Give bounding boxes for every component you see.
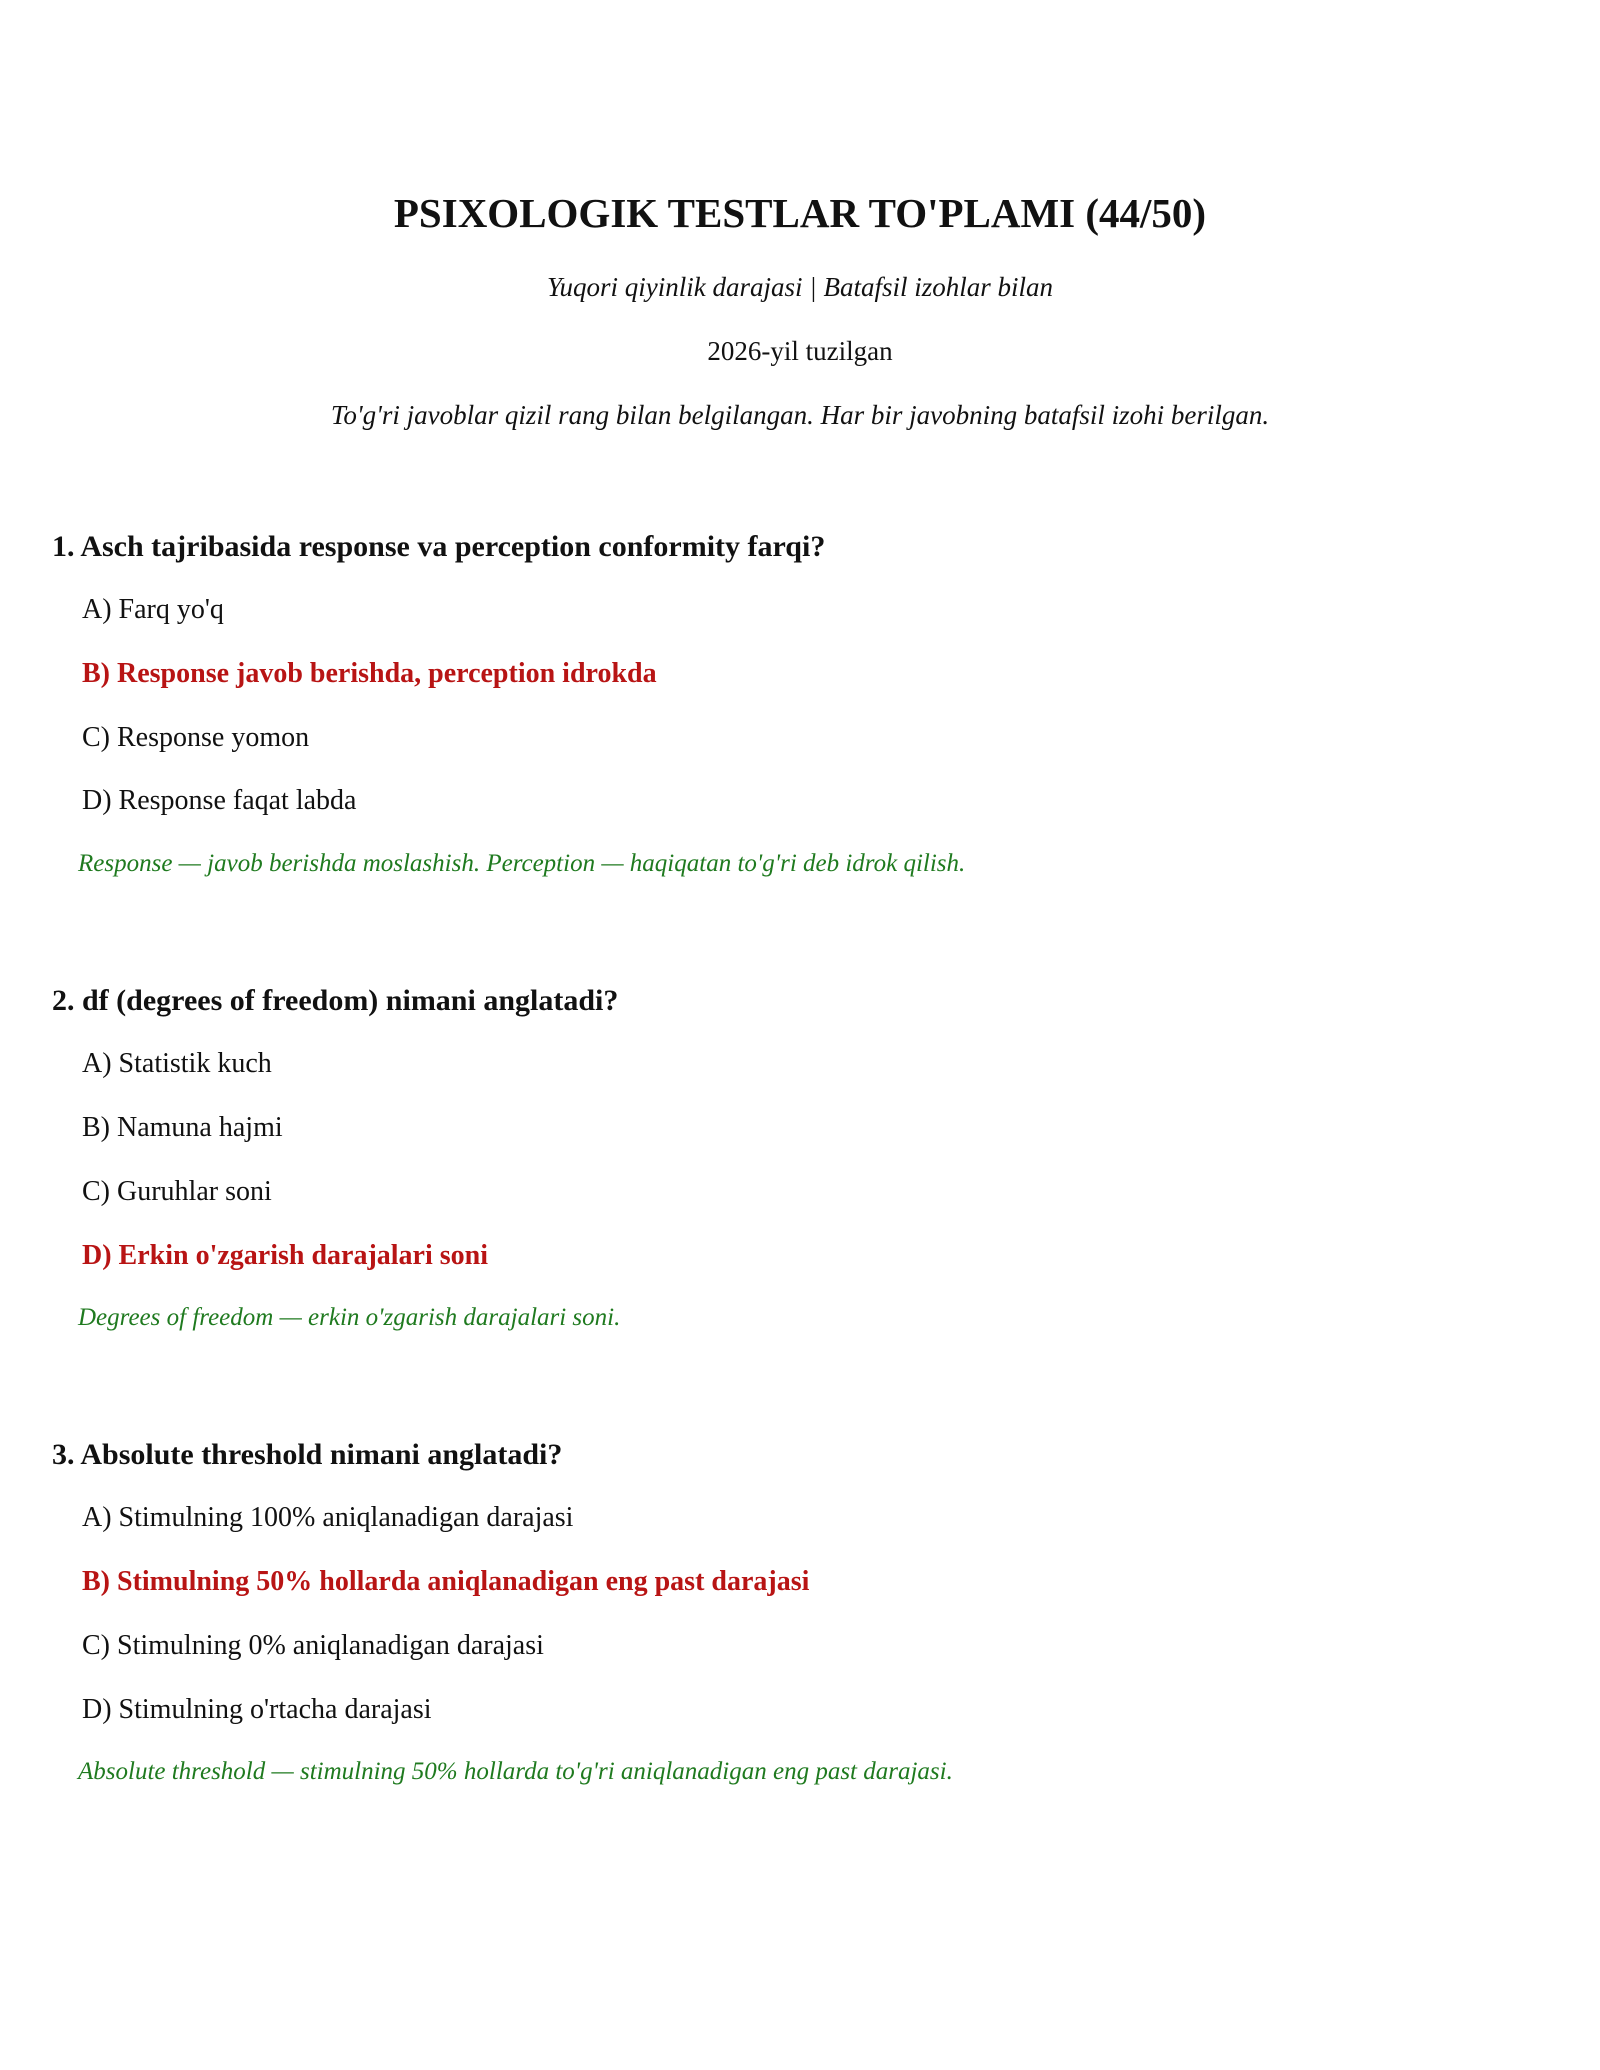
option-c: C) Response yomon — [82, 722, 310, 753]
explanation: Response — javob berishda moslashish. Perception — haqiqatan to'g'ri deb idrok qilish. — [78, 850, 966, 877]
option-a: A) Stimulning 100% aniqlanadigan darajasi — [82, 1502, 574, 1533]
page-year: 2026-yil tuzilgan — [707, 336, 893, 366]
option-a: A) Statistik kuch — [82, 1048, 272, 1079]
page-subtitle: Yuqori qiyinlik darajasi | Batafsil izohlar bilan — [547, 272, 1053, 302]
explanation: Degrees of freedom — erkin o'zgarish darajalari soni. — [78, 1304, 621, 1331]
explanation: Absolute threshold — stimulning 50% hollarda to'g'ri aniqlanadigan eng past darajasi. — [78, 1758, 953, 1785]
option-a: A) Farq yo'q — [82, 594, 224, 625]
option-b: B) Response javob berishda, perception idrokda — [82, 658, 657, 689]
question-text: 2. df (degrees of freedom) nimani anglatadi? — [52, 984, 619, 1017]
option-c: C) Stimulning 0% aniqlanadigan darajasi — [82, 1630, 544, 1661]
option-b: B) Namuna hajmi — [82, 1112, 283, 1143]
option-d: D) Stimulning o'rtacha darajasi — [82, 1694, 432, 1725]
option-c: C) Guruhlar soni — [82, 1176, 272, 1207]
option-d: D) Response faqat labda — [82, 785, 357, 816]
option-d: D) Erkin o'zgarish darajalari soni — [82, 1240, 489, 1271]
question-text: 1. Asch tajribasida response va perception conformity farqi? — [52, 530, 826, 563]
page-title: PSIXOLOGIK TESTLAR TO'PLAMI (44/50) — [393, 190, 1207, 236]
option-b: B) Stimulning 50% hollarda aniqlanadigan eng past darajasi — [82, 1566, 810, 1597]
page-note: To'g'ri javoblar qizil rang bilan belgilangan. Har bir javobning batafsil izohi berilgan. — [330, 400, 1270, 430]
question-text: 3. Absolute threshold nimani anglatadi? — [52, 1438, 563, 1471]
